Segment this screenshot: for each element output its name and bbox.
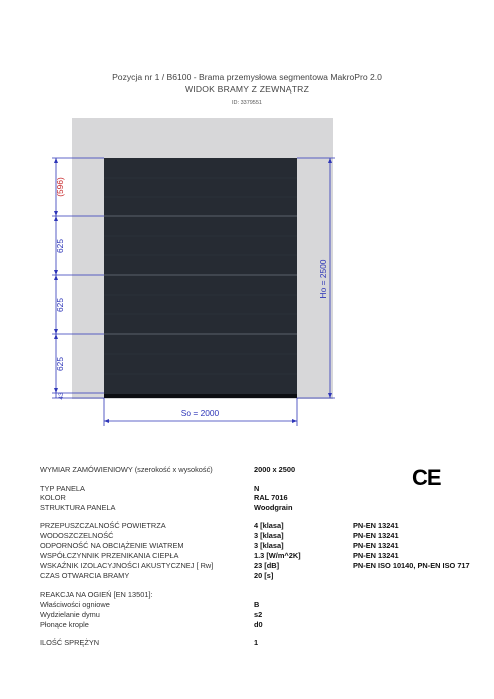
- spec-value: RAL 7016: [254, 493, 288, 502]
- height-dimension-label: Ho = 2500: [318, 259, 328, 299]
- gate-door: [104, 158, 297, 398]
- spec-label: STRUKTURA PANELA: [40, 503, 116, 512]
- bottom-seal: [104, 394, 297, 398]
- spec-label: PRZEPUSZCZALNOŚĆ POWIETRZA: [40, 521, 166, 530]
- spec-value: B: [254, 600, 260, 609]
- spec-label: WSKAŹNIK IZOLACYJNOŚCI AKUSTYCZNEJ [ Rw]: [40, 561, 214, 570]
- document-id: ID: 3379551: [232, 100, 262, 106]
- spec-value: 1.3 [W/m^2K]: [254, 551, 301, 560]
- spec-value: s2: [254, 610, 263, 619]
- springs-value: 1: [254, 638, 259, 647]
- spec-label: WODOSZCZELNOŚĆ: [40, 531, 114, 540]
- spec-label: TYP PANELA: [40, 484, 85, 493]
- order-dimension-value: 2000 x 2500: [254, 465, 296, 474]
- document-title: Pozycja nr 1 / B6100 - Brama przemysłowa segmentowa MakroPro 2.0: [112, 72, 382, 82]
- gate-door-body: [104, 158, 297, 397]
- order-dimension-label: WYMIAR ZAMÓWIENIOWY (szerokość x wysokość): [40, 465, 213, 474]
- spec-standard: PN-EN 13241: [353, 521, 399, 530]
- springs-label: ILOŚĆ SPRĘŻYN: [40, 638, 100, 647]
- spec-standard: PN-EN 13241: [353, 551, 399, 560]
- panel-height-label: 625: [55, 239, 65, 253]
- spec-label: Właściwości ogniowe: [40, 600, 110, 609]
- spec-label: ODPORNOŚĆ NA OBCIĄŻENIE WIATREM: [40, 541, 184, 550]
- spec-label: KOLOR: [40, 493, 66, 502]
- spec-label: Wydzielanie dymu: [40, 610, 100, 619]
- spec-value: Woodgrain: [254, 503, 293, 512]
- ce-mark-logo: CE: [412, 465, 441, 490]
- width-dimension-label: So = 2000: [180, 408, 220, 418]
- spec-value: d0: [254, 620, 263, 629]
- spec-standard: PN-EN 13241: [353, 541, 399, 550]
- spec-label: Płonące krople: [40, 620, 89, 629]
- spec-label: CZAS OTWARCIA BRAMY: [40, 571, 130, 580]
- spec-standard: PN-EN ISO 10140, PN-EN ISO 717: [353, 561, 470, 570]
- spec-standard: PN-EN 13241: [353, 531, 399, 540]
- panel-height-label: 625: [55, 357, 65, 371]
- view-title: WIDOK BRAMY Z ZEWNĄTRZ: [184, 84, 310, 94]
- spec-value: N: [254, 484, 260, 493]
- spec-value: 4 [klasa]: [254, 521, 284, 530]
- spec-value: 23 [dB]: [254, 561, 280, 570]
- spec-value: 3 [klasa]: [254, 531, 284, 540]
- spec-value: 3 [klasa]: [254, 541, 284, 550]
- seal-height-label: 43: [58, 392, 65, 400]
- spec-value: 20 [s]: [254, 571, 274, 580]
- fire-reaction-title: REAKCJA NA OGIEŃ [EN 13501]:: [40, 590, 153, 599]
- panel-height-label-top: (596): [55, 177, 65, 197]
- panel-height-label: 625: [55, 298, 65, 312]
- spec-label: WSPÓŁCZYNNIK PRZENIKANIA CIEPŁA: [40, 551, 179, 560]
